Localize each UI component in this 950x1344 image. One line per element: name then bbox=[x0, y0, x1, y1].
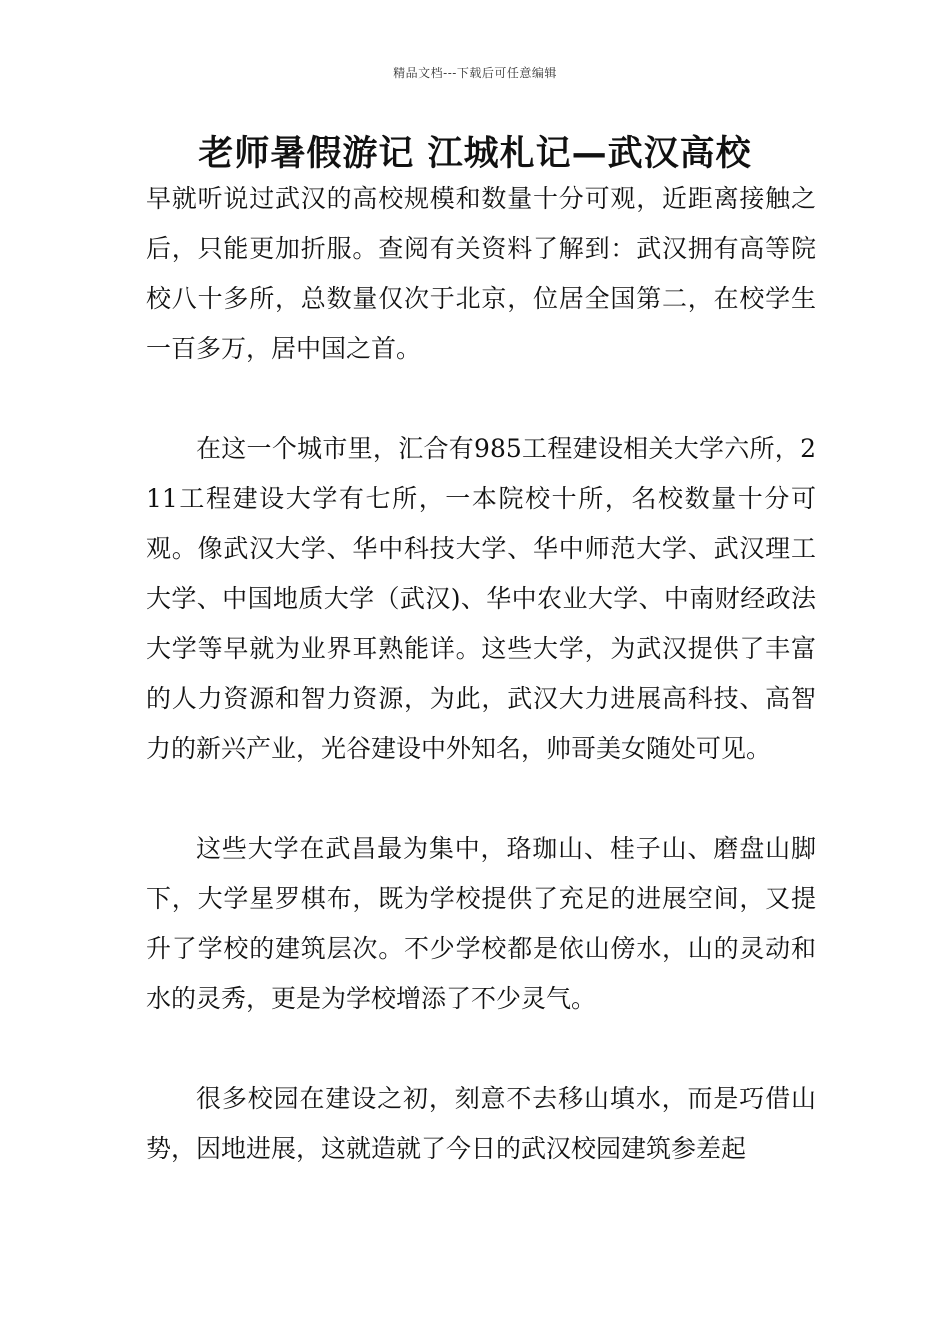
paragraph-3: 这些大学在武昌最为集中，珞珈山、桂子山、磨盘山脚下，大学星罗棋布，既为学校提供了充足的进展空间，又提升了学校的建筑层次。不少学校都是依山傍水，山的灵动和水的灵秀，更是为学校增添了不少灵气。 bbox=[146, 834, 816, 1013]
paragraph-2: 在这一个城市里，汇合有985工程建设相关大学六所，211工程建设大学有七所，一本院校十所，名校数量十分可观。像武汉大学、华中科技大学、华中师范大学、武汉理工大学、中国地质大学（武汉)、华中农业大学、中南财经政法大学等早就为业界耳熟能详。这些大学，为武汉提供了丰富的人力资源和智力资源，为此，武汉大力进展高科技、高智力的新兴产业，光谷建设中外知名，帅哥美女随处可见。 bbox=[146, 434, 816, 763]
document-body bbox=[146, 174, 816, 1224]
paragraph-1: 早就听说过武汉的高校规模和数量十分可观，近距离接触之后，只能更加折服。查阅有关资料了解到：武汉拥有高等院校八十多所，总数量仅次于北京，位居全国第二，在校学生一百多万，居中国之首。 bbox=[146, 184, 816, 363]
document-title: 老师暑假游记 江城札记—武汉高校 bbox=[198, 134, 752, 174]
paragraph-4: 很多校园在建设之初，刻意不去移山填水，而是巧借山势，因地进展，这就造就了今日的武汉校园建筑参差起 bbox=[146, 1084, 816, 1163]
header-note: 精品文档---下载后可任意编辑 bbox=[393, 66, 557, 80]
